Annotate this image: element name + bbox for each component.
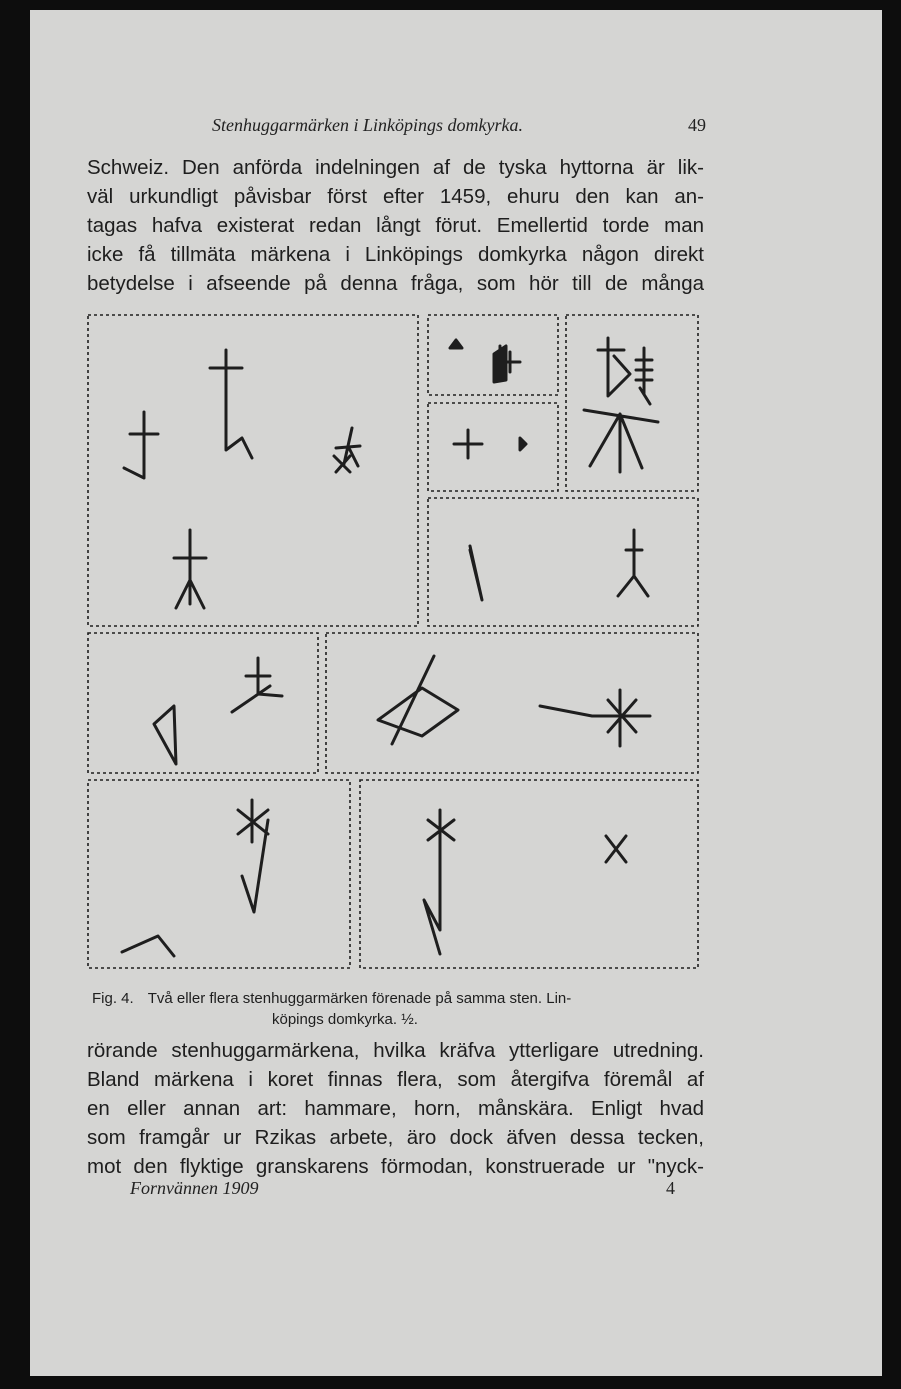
- stonemason-marks-figure: [30, 10, 882, 1010]
- text-line: icke få tillmäta märkena i Linköpings domkyrka någon direkt: [87, 243, 704, 266]
- sheet-signature: 4: [666, 1178, 675, 1198]
- mason-marks: [122, 338, 658, 956]
- footer-source: Fornvännen 1909: [130, 1178, 259, 1198]
- body-paragraph-bottom: [87, 1036, 704, 1181]
- text-line: som framgår ur Rzikas arbete, äro dock äfven dessa tecken,: [87, 1126, 704, 1149]
- figure-label: Fig. 4.: [92, 990, 134, 1007]
- text-line: rörande stenhuggarmärkena, hvilka kräfva ytterligare utredning.: [87, 1039, 704, 1062]
- text-line: Bland märkena i koret finnas flera, som återgifva föremål af: [87, 1068, 704, 1091]
- figure-caption: [92, 988, 704, 1030]
- text-line: betydelse i afseende på denna fråga, som hör till de många: [87, 272, 704, 295]
- text-line: en eller annan art: hammare, horn, månskära. Enligt hvad: [87, 1097, 704, 1120]
- text-line: Schweiz. Den anförda indelningen af de tyska hyttorna är lik-: [87, 156, 704, 179]
- page-sheet: [30, 10, 882, 1376]
- text-line: mot den flyktige granskarens förmodan, konstruerade ur "nyck-: [87, 1155, 704, 1178]
- text-line: tagas hafva existerat redan långt förut. Emellertid torde man: [87, 214, 704, 237]
- running-title: Stenhuggarmärken i Linköpings domkyrka.: [212, 115, 523, 135]
- caption-line-1: [92, 988, 704, 1009]
- caption-text-1: Två eller flera stenhuggarmärken förenade på samma sten. Lin-: [147, 990, 572, 1007]
- caption-text-2: köpings domkyrka. ½.: [272, 1011, 418, 1028]
- text-line: väl urkundligt påvisbar först efter 1459, ehuru den kan an-: [87, 185, 704, 208]
- page-number: 49: [688, 115, 706, 135]
